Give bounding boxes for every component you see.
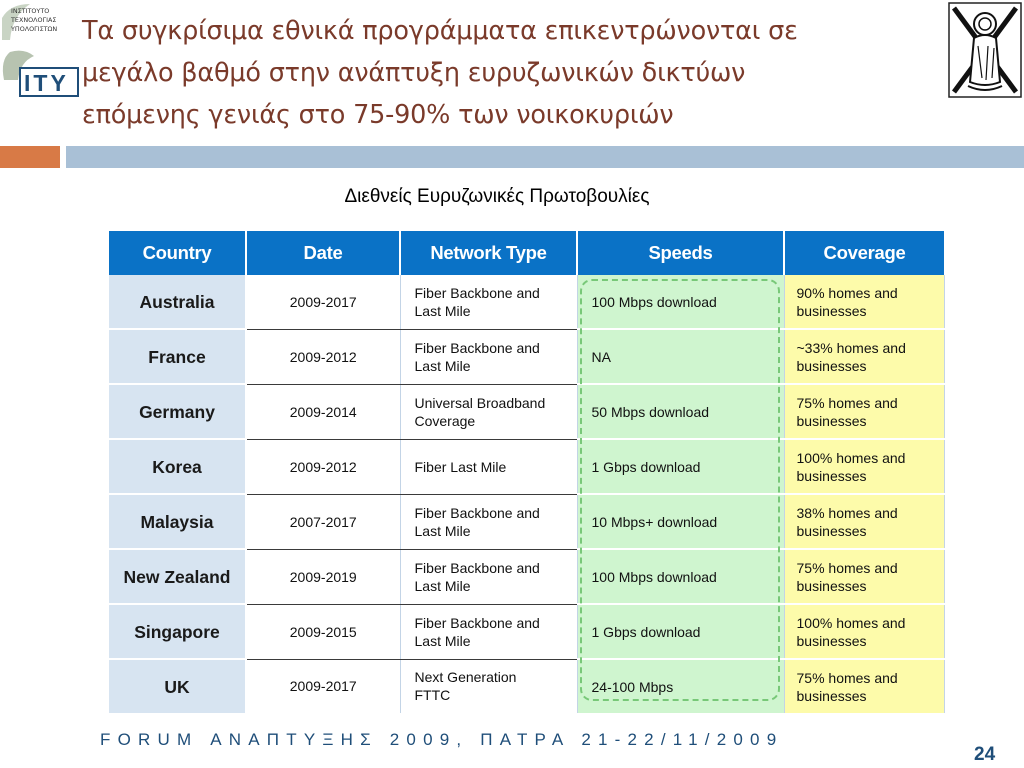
title-line-1: Τα συγκρίσιμα εθνικά προγράμματα επικεντρώνονται σε — [82, 16, 798, 46]
table-row — [109, 659, 944, 714]
table-caption: Διεθνείς Ευρυζωνικές Πρωτοβουλίες — [344, 186, 650, 207]
title-line-2: μεγάλο βαθμό στην ανάπτυξη ευρυζωνικών δικτύων — [82, 58, 746, 88]
coverage-line-1: 75% homes and — [796, 394, 898, 411]
footer-text: FORUM ΑΝΑΠΤΥΞΗΣ 2009, ΠΑΤΡΑ 21-22/11/2009 — [100, 730, 784, 749]
page-number: 24 — [974, 744, 996, 765]
cell-coverage — [784, 494, 944, 549]
cell-speed: 10 Mbps+ download — [577, 494, 784, 549]
cell-date: 2009-2012 — [246, 439, 400, 494]
header-coverage: Coverage — [784, 231, 944, 275]
coverage-line-1: 75% homes and — [796, 559, 898, 576]
saint-andrew-emblem — [948, 2, 1022, 98]
cell-network-type — [400, 275, 577, 329]
coverage-line-2: businesses — [796, 632, 867, 649]
cell-coverage — [784, 384, 944, 439]
cell-date: 2009-2015 — [246, 604, 400, 659]
cell-country: Australia — [109, 275, 246, 329]
network-line-2: Last Mile — [414, 302, 471, 319]
coverage-line-1: 75% homes and — [796, 669, 898, 686]
cell-country: Singapore — [109, 604, 246, 659]
accent-bar-blue — [66, 146, 1024, 168]
cell-network-type — [400, 329, 577, 384]
broadband-table-container — [109, 231, 944, 704]
cell-country: Germany — [109, 384, 246, 439]
header-speeds: Speeds — [577, 231, 784, 275]
table-row — [109, 329, 944, 384]
network-line-2: Last Mile — [414, 632, 471, 649]
cell-network-type — [400, 439, 577, 494]
title-line-3: επόμενης γενιάς στο 75-90% των νοικοκυριών — [82, 100, 674, 130]
coverage-line-1: ~33% homes and — [796, 339, 906, 356]
network-line-1: Next Generation — [414, 669, 517, 686]
cell-coverage — [784, 549, 944, 604]
coverage-line-2: businesses — [796, 302, 867, 319]
cell-coverage — [784, 659, 944, 714]
accent-bar-orange — [0, 146, 60, 168]
logo-line-1: ΙΝΣΤΙΤΟΥΤΟ — [11, 7, 50, 15]
table-row — [109, 439, 944, 494]
table-row — [109, 275, 944, 329]
logo-line-2: ΤΕΧΝΟΛΟΓΙΑΣ — [11, 16, 57, 24]
cell-speed: 100 Mbps download — [577, 549, 784, 604]
cell-speed: 24-100 Mbps — [577, 659, 784, 714]
coverage-line-1: 100% homes and — [796, 614, 906, 631]
network-line-1: Fiber Backbone and — [414, 339, 540, 356]
table-row — [109, 604, 944, 659]
header-network-type: Network Type — [400, 231, 577, 275]
cell-date: 2009-2017 — [246, 659, 400, 714]
header-date: Date — [246, 231, 400, 275]
cell-date: 2007-2017 — [246, 494, 400, 549]
table-row — [109, 384, 944, 439]
cell-speed: NA — [577, 329, 784, 384]
coverage-line-2: businesses — [796, 577, 867, 594]
cell-coverage — [784, 329, 944, 384]
cell-network-type — [400, 494, 577, 549]
cell-speed: 50 Mbps download — [577, 384, 784, 439]
coverage-line-2: businesses — [796, 687, 867, 704]
coverage-line-2: businesses — [796, 357, 867, 374]
cell-coverage — [784, 604, 944, 659]
network-line-1: Fiber Last Mile — [414, 458, 507, 475]
cell-network-type — [400, 604, 577, 659]
table-row — [109, 494, 944, 549]
network-line-2: Last Mile — [414, 522, 471, 539]
cell-country: Malaysia — [109, 494, 246, 549]
coverage-line-1: 100% homes and — [796, 449, 906, 466]
network-line-1: Fiber Backbone and — [414, 284, 540, 301]
coverage-line-1: 90% homes and — [796, 284, 898, 301]
network-line-2: Last Mile — [414, 577, 471, 594]
coverage-line-2: businesses — [796, 412, 867, 429]
cell-date: 2009-2019 — [246, 549, 400, 604]
logo-acronym: ΙΤΥ — [24, 70, 69, 96]
cell-speed: 1 Gbps download — [577, 439, 784, 494]
cell-coverage — [784, 275, 944, 329]
slide-title — [82, 10, 944, 136]
network-line-1: Fiber Backbone and — [414, 504, 540, 521]
network-line-2: Last Mile — [414, 357, 471, 374]
cell-country: New Zealand — [109, 549, 246, 604]
cell-date: 2009-2012 — [246, 329, 400, 384]
logo-line-3: ΥΠΟΛΟΓΙΣΤΩΝ — [11, 25, 58, 33]
coverage-line-2: businesses — [796, 467, 867, 484]
coverage-line-2: businesses — [796, 522, 867, 539]
table-row — [109, 549, 944, 604]
cell-country: France — [109, 329, 246, 384]
cell-speed: 1 Gbps download — [577, 604, 784, 659]
table-header-row — [109, 231, 944, 275]
institute-logo — [0, 0, 80, 98]
cell-network-type — [400, 549, 577, 604]
network-line-2: FTTC — [414, 687, 451, 704]
cell-date: 2009-2017 — [246, 275, 400, 329]
header-country: Country — [109, 231, 246, 275]
cell-network-type — [400, 384, 577, 439]
network-line-1: Fiber Backbone and — [414, 614, 540, 631]
cell-network-type — [400, 659, 577, 714]
cell-country: Korea — [109, 439, 246, 494]
cell-coverage — [784, 439, 944, 494]
cell-date: 2009-2014 — [246, 384, 400, 439]
network-line-1: Fiber Backbone and — [414, 559, 540, 576]
coverage-line-1: 38% homes and — [796, 504, 898, 521]
cell-country: UK — [109, 659, 246, 714]
network-line-1: Universal Broadband — [414, 394, 546, 411]
cell-speed: 100 Mbps download — [577, 275, 784, 329]
broadband-initiatives-table — [109, 231, 945, 715]
network-line-2: Coverage — [414, 412, 476, 429]
